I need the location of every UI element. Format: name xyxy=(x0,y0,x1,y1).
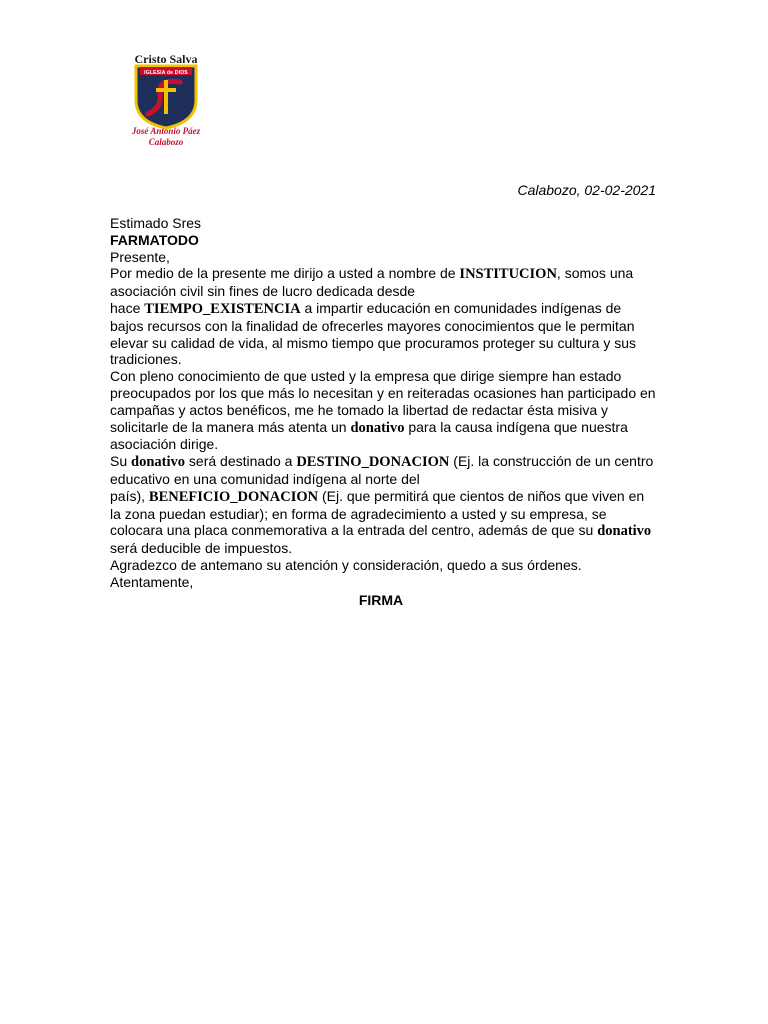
p1-text-c: hace xyxy=(110,299,145,316)
p3-text-f: será deducible de impuestos. xyxy=(110,540,293,557)
paragraph-2 xyxy=(110,368,658,453)
donation-word: donativo xyxy=(597,523,652,540)
donation-word: donativo xyxy=(350,419,405,436)
paragraph-1-cont xyxy=(110,300,658,368)
institution-placeholder: INSTITUCION xyxy=(459,266,557,283)
recipient xyxy=(110,232,658,249)
greeting: Estimado Sres xyxy=(110,215,202,231)
donation-word: donativo xyxy=(131,454,186,471)
destination-placeholder: DESTINO_DONACION xyxy=(296,454,450,471)
logo-location-line1: José Antonio Páez xyxy=(131,126,201,136)
paragraph-1 xyxy=(110,265,658,300)
p2-text-b: para la causa indígena que nuestra asociación dirige. xyxy=(110,418,628,453)
paragraph-3-cont xyxy=(110,488,658,557)
church-logo xyxy=(118,48,214,150)
logo-band-text: IGLESIA de DIOS xyxy=(144,70,188,76)
logo-location-line2: Calabozo xyxy=(148,137,184,147)
letter-body xyxy=(110,215,658,608)
time-placeholder: TIEMPO_EXISTENCIA xyxy=(144,300,301,317)
p3-text-b: será destinado a xyxy=(185,453,297,470)
benefit-placeholder: BENEFICIO_DONACION xyxy=(148,488,319,505)
thanks-line: Agradezco de antemano su atención y consideración, quedo a sus órdenes. xyxy=(110,556,582,573)
p3-text-a: Su xyxy=(110,453,132,470)
letter-date: Calabozo, 02-02-2021 xyxy=(517,182,656,198)
p3-text-c: (Ej. la construcción de un centro educativo en una comunidad indígena al norte del xyxy=(110,453,654,487)
logo-title: Cristo Salva xyxy=(134,52,198,66)
p1-text-b: , somos una asociación civil sin fines de lucro dedicada desde xyxy=(110,265,634,300)
p1-text-a: Por medio de la presente me dirijo a usted a nombre de xyxy=(110,265,460,282)
p1-text-d: a impartir educación en comunidades indígenas de bajos recursos con la finalidad de ofrecerles mayores conocimientos que le permitan elevar su calidad de vida, al mismo tiempo que procuramos proteger su cultura y sus tradiciones. xyxy=(110,299,637,368)
p3-text-e: (Ej. que permitirá que cientos de niños que viven en la zona puedan estudiar); en forma de agradecimiento a usted y su empresa, se colocara una placa conmemorativa a la entrada del centro, además de que su xyxy=(110,487,645,539)
present-line: Presente, xyxy=(110,248,170,265)
signature: FIRMA xyxy=(358,591,404,608)
closing-line: Atentamente, xyxy=(110,573,194,590)
recipient-name: FARMATODO xyxy=(110,231,199,248)
p2-text-a: Con pleno conocimiento de que usted y la empresa que dirige siempre han estado preocupados por los que más lo necesitan y en reiteradas ocasiones han participado en campañas y actos benéficos, me he tomado la libertad de redactar ésta misiva y solicitarle de la manera más atenta un xyxy=(110,368,656,435)
p3-text-d: país), xyxy=(110,487,149,504)
paragraph-3 xyxy=(110,453,658,488)
